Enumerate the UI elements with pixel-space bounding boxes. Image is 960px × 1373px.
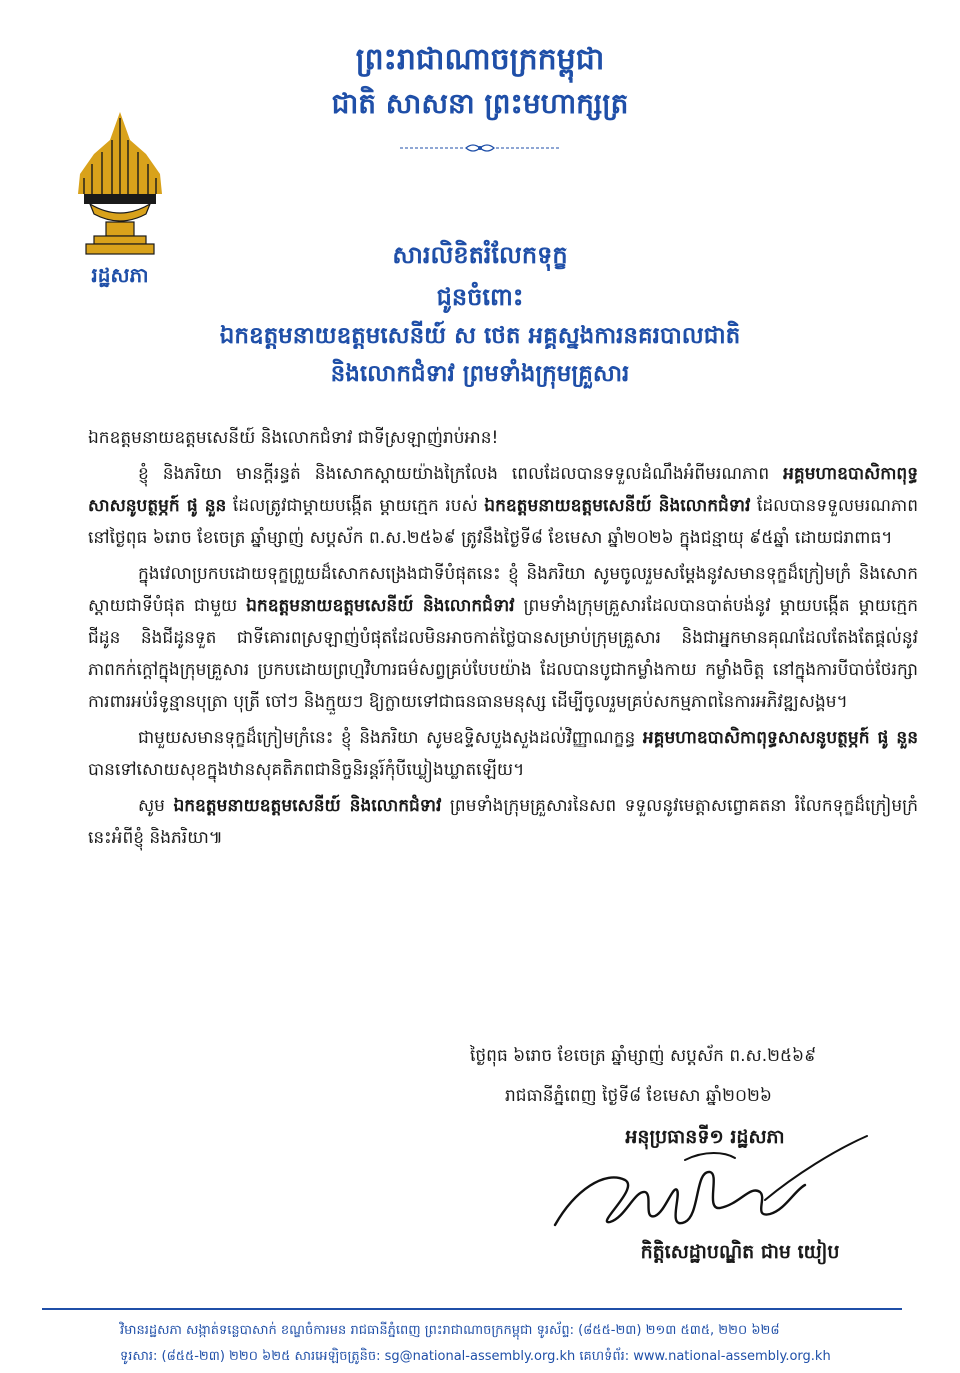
letter-recipient-name: ឯកឧត្តមនាយឧត្តមសេនីយ៍ ស ថេត អគ្គស្នងការនគរបាលជាតិ (219, 323, 741, 349)
paragraph-1 (88, 458, 918, 554)
letter-recipient-prefix: ជូនចំពោះ (436, 283, 524, 311)
signatory-name: កិត្តិសេដ្ឋាបណ្ឌិត ជាម យៀប (640, 1241, 840, 1263)
deceased-name: អគ្គមហាឧបាសិកាពុទ្ធសាសនូបត្ថម្ភក៍ ផូ នួន (642, 728, 918, 748)
salutation: ឯកឧត្តមនាយឧត្តមសេនីយ៍ និងលោកជំទាវ ជាទីស្រឡាញ់រាប់អាន! (88, 428, 499, 448)
recipient-name-inline: ឯកឧត្តមនាយឧត្តមសេនីយ៍ និងលោកជំទាវ (484, 496, 751, 516)
kingdom-heading: ព្រះរាជាណាចក្រកម្ពុជា (355, 42, 605, 77)
paragraph-2 (88, 558, 918, 718)
letter-title: សារលិខិតរំលែកទុក្ខ (392, 241, 568, 269)
emblem-label: រដ្ឋសភា (91, 263, 149, 287)
letter-body (88, 422, 918, 858)
paragraph-1-text: ដែលបានទទួលមរណភាព នៅថ្ងៃពុធ ៦រោច ខែចេត្រ ឆ្នាំម្សាញ់ សប្តស័ក ព.ស.២៥៦៩ ត្រូវនឹងថ្ងៃទី៨ ខែមេសា ឆ្នាំ២០២៦ ក្នុងជន្មាយុ ៩៥ឆ្នាំ ដោយជរាពាធ។ (88, 496, 919, 548)
paragraph-2-text: ក្នុងវេលាប្រកបដោយទុក្ខព្រួយដ៏សោកសង្រេងជាទីបំផុតនេះ ខ្ញុំ និងភរិយា សូមចូលរួមសម្តែងនូវសមានទុក្ខដ៏ក្រៀមក្រំ និងសោកស្តាយជាទីបំផុត ជាមួយ (88, 564, 918, 616)
footer-divider (42, 1308, 902, 1310)
paragraph-4-text: ព្រមទាំងក្រុមគ្រួសារនៃសព ទទួលនូវមេត្តាសព្វោគតនា រំលែកទុក្ខដ៏ក្រៀមក្រំនេះអំពីខ្ញុំ និងភរិយា៕ (88, 796, 918, 848)
motto-heading: ជាតិ សាសនា ព្រះមហាក្សត្រ (331, 87, 629, 120)
recipient-name-inline: ឯកឧត្តមនាយឧត្តមសេនីយ៍ និងលោកជំទាវ (246, 596, 515, 616)
signatory-position: អនុប្រធានទី១ រដ្ឋសភា (625, 1126, 785, 1148)
paragraph-1-text: ដែលត្រូវជាម្តាយបង្កើត ម្តាយក្មេក របស់ (226, 496, 485, 516)
date-lunar: ថ្ងៃពុធ ៦រោច ខែចេត្រ ឆ្នាំម្សាញ់ សប្តស័ក ព.ស.២៥៦៩ (470, 1046, 817, 1066)
paragraph-4-text: សូម (138, 796, 174, 816)
paragraph-3 (88, 722, 918, 786)
paragraph-1-text: ខ្ញុំ និងភរិយា មានក្តីរន្ធត់ និងសោកស្តាយយ៉ាងក្រៃលែង ពេលដែលបានទទួលដំណឹងអំពីមរណភាព (138, 464, 784, 484)
paragraph-3-text: បានទៅសោយសុខក្នុងឋានសុគតិភពជានិច្ចនិរន្តរ៍កុំបីឃ្លៀងឃ្លាតឡើយ។ (88, 760, 525, 780)
date-solar: រាជធានីភ្នំពេញ ថ្ងៃទី៨ ខែមេសា ឆ្នាំ២០២៦ (505, 1086, 772, 1106)
footer-address: វិមានរដ្ឋសភា សង្កាត់ទន្លេបាសាក់ ខណ្ឌចំការមន រាជធានីភ្នំពេញ ព្រះរាជាណាចក្រកម្ពុជា ទូរស័ព្ទ: (៨៥៥-២៣) ២១៣ ៥៣៥, ២២០ ៦២៨ (120, 1323, 780, 1338)
recipient-name-inline: ឯកឧត្តមនាយឧត្តមសេនីយ៍ និងលោកជំទាវ (173, 796, 442, 816)
paragraph-2-text: ព្រមទាំងក្រុមគ្រួសារដែលបានបាត់បង់នូវ ម្តាយបង្កើត ម្តាយក្មេក ជីដូន និងជីដូនទួត ជាទីគោរពស្រឡាញ់បំផុតដែលមិនអាចកាត់ថ្លៃបានសម្រាប់ក្រុមគ្រួសារ និងជាអ្នកមានគុណដែលតែងតែផ្តល់នូវភាពកក់ក្តៅក្នុងក្រុមគ្រួសារ ប្រកបដោយព្រហ្មវិហារធម៌សព្វគ្រប់បែបយ៉ាង ដែលបានបូជាកម្លាំងកាយ កម្លាំងចិត្ត នៅក្នុងការបីបាច់ថែរក្សា ការពារអប់រំទូន្មានបុត្រា បុត្រី ចៅៗ និងក្មួយៗ ឱ្យក្លាយទៅជាធនធានមនុស្ស ដើម្បីចូលរួមគ្រប់សកម្មភាពនៃការអភិវឌ្ឍសង្គម។ (88, 596, 918, 712)
handwritten-signature-icon (535, 1130, 875, 1250)
letter-recipient-family: និងលោកជំទាវ ព្រមទាំងក្រុមគ្រួសារ (330, 361, 630, 387)
deceased-name: អគ្គមហាឧបាសិកាពុទ្ធសាសនូបត្ថម្ភក៍ ផូ នួន (88, 464, 918, 516)
paragraph-4 (88, 790, 918, 854)
footer-contact: ទូរសារ: (៨៥៥-២៣) ២២០ ៦២៥ សារអេឡិចត្រូនិច: sg@national-assembly.org.kh គេហទំព័រ: www.national-assembly.org.kh (120, 1349, 831, 1364)
paragraph-3-text: ជាមួយសមានទុក្ខដ៏ក្រៀមក្រំនេះ ខ្ញុំ និងភរិយា សូមឧទ្ទិសបួងសួងដល់វិញ្ញាណក្ខន្ធ (138, 728, 643, 748)
national-assembly-emblem-icon (60, 110, 180, 260)
ornament-divider-icon (400, 140, 560, 156)
